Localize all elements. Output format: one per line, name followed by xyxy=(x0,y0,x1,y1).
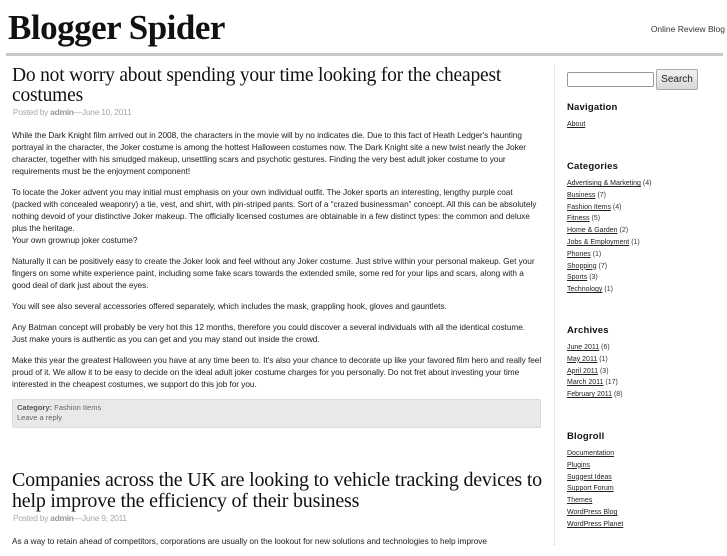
post-paragraph: Naturally it can be positively easy to create the Joker look and feel without any Joker costume. Just strive within your personal makeup. Get your fingers on some white experience paint, including some fake scars towards the extended smile, some red for your lips and scars, along with a good deal of dark just about the eyes. xyxy=(12,256,535,290)
widget-title: Blogroll xyxy=(567,431,605,442)
archive-link[interactable]: May 2011 xyxy=(567,355,598,363)
category-item xyxy=(567,249,651,261)
blogroll-item xyxy=(567,495,623,507)
post-paragraph: You will see also several accessories offered separately, which includes the mask, grappling hook, gloves and gauntlets. xyxy=(12,301,447,311)
category-link[interactable]: Fashion Items xyxy=(54,403,102,412)
category-count: (4) xyxy=(612,203,622,211)
archive-link[interactable]: April 2011 xyxy=(567,367,599,375)
category-link[interactable]: Shopping xyxy=(567,262,597,270)
archives-widget xyxy=(567,325,623,401)
post-date: June 10, 2011 xyxy=(81,107,132,117)
date-separator: — xyxy=(73,513,82,523)
blogroll-link[interactable]: Themes xyxy=(567,497,593,505)
site-title[interactable]: Blogger Spider xyxy=(8,8,225,47)
posted-by-label: Posted by xyxy=(13,513,49,523)
post-paragraph: Make this year the greatest Halloween you have at any time been to. It's also your chance to decorate up like your favored film hero and really feel proud of it. We allow it to be easy to decide on the ideal adult joker costume charges for you personally. Do not fret about investing your time interested in the cheapest costumes, we support do this job for you. xyxy=(12,355,542,389)
blogroll-item xyxy=(567,460,623,472)
post-author: admin xyxy=(50,107,74,117)
category-item xyxy=(567,261,651,273)
archive-count: (6) xyxy=(601,344,610,351)
nav-link-about[interactable]: About xyxy=(567,121,586,128)
category-count: (7) xyxy=(597,191,606,199)
post xyxy=(12,470,542,556)
category-count: (5) xyxy=(591,215,601,223)
categories-widget xyxy=(567,161,651,296)
header-divider xyxy=(6,53,723,56)
archive-count: (1) xyxy=(599,355,608,363)
category-link[interactable]: Business xyxy=(567,191,596,199)
post-author: admin xyxy=(50,513,74,523)
category-count: (4) xyxy=(642,180,652,187)
category-item xyxy=(567,225,651,237)
date-separator: — xyxy=(73,107,82,117)
category-item xyxy=(567,237,651,249)
paragraph-text: Your own grownup joker costume? xyxy=(12,235,138,245)
category-count: (2) xyxy=(619,227,629,235)
post-paragraph xyxy=(12,186,542,246)
search-input[interactable] xyxy=(567,72,654,87)
blogroll-link[interactable]: Support Forum xyxy=(567,485,614,493)
site-tagline: Online Review Blog xyxy=(650,24,725,34)
leave-reply-link[interactable]: Leave a reply xyxy=(17,413,63,422)
post-paragraph: As a way to retain ahead of competitors, corporations are usually on the lookout for new solutions and technologies to help improve xyxy=(12,536,487,546)
blogroll-widget xyxy=(567,431,623,531)
blogroll-link[interactable]: Suggest Ideas xyxy=(567,473,612,481)
category-link[interactable]: Fashion Items xyxy=(567,203,611,211)
post-footer xyxy=(12,399,541,428)
category-count: (1) xyxy=(631,238,640,246)
blogroll-item xyxy=(567,519,623,531)
archive-link[interactable]: March 2011 xyxy=(567,379,604,387)
widget-title: Categories xyxy=(567,161,619,172)
archive-count: (8) xyxy=(613,391,623,399)
post-paragraph: While the Dark Knight film arrived out in 2008, the characters in the movie will by no indicates die. Due to this fact of Heath Ledger's haunting portrayal in the character, the Joker costume is among the hottest Halloween costumes now. The Dark Knight site a new twist nearly the Joker character, together with his smudged makeup, unsettling scars and psychotic gestures. Finding the very best adult joker costume to your requirements must be the enjoyment component! xyxy=(12,130,526,176)
category-count: (1) xyxy=(604,286,613,294)
category-link[interactable]: Fitness xyxy=(567,215,590,223)
category-link[interactable]: Advertising & Marketing xyxy=(567,180,641,187)
post-date: June 9, 2011 xyxy=(81,513,127,523)
category-item xyxy=(567,202,651,214)
archive-item xyxy=(567,377,623,389)
blogroll-link[interactable]: Documentation xyxy=(567,450,615,457)
category-item xyxy=(567,272,651,284)
category-count: (7) xyxy=(598,262,608,270)
widget-title: Navigation xyxy=(567,102,618,113)
posted-by-label: Posted by xyxy=(13,107,49,117)
post-meta xyxy=(13,107,542,117)
archive-count: (17) xyxy=(605,379,618,387)
post-body xyxy=(12,535,542,547)
post-paragraph: Any Batman concept will probably be very hot this 12 months, therefore you could discover a several individuals with all the identical costume. Just make yours is authentic as you can get and you may stand out inside the crowd. xyxy=(12,322,526,344)
post xyxy=(12,66,542,428)
paragraph-text: To locate the Joker advent you may initial must emphasis on your own individual outfit. The Joker sports an interesting, lengthy purple coat (packed with concealed weaponry) a tie, vest, and shirt, with pin-striped pants. Sort of a “crazed businessman” concept. All this can be absolutely nothing devoid of your distinctive Joker makeup. The officially licensed costumes are obtainable in a few distinct types: the common and deluxe plus the heritage. xyxy=(12,187,537,233)
category-count: (1) xyxy=(592,250,602,258)
blogroll-link[interactable]: WordPress Blog xyxy=(567,508,618,516)
archive-count: (3) xyxy=(599,367,609,375)
category-count: (3) xyxy=(589,274,598,282)
search-form xyxy=(567,69,698,90)
post-title[interactable]: Companies across the UK are looking to vehicle tracking devices to help improve the efficiency of their business xyxy=(12,469,542,512)
category-item xyxy=(567,284,651,296)
category-label: Category: xyxy=(17,403,53,412)
archive-item xyxy=(567,389,623,401)
main-content xyxy=(12,66,542,428)
archive-item xyxy=(567,342,623,354)
nav-item xyxy=(567,119,618,131)
navigation-widget xyxy=(567,102,618,131)
archive-link[interactable]: June 2011 xyxy=(567,344,600,351)
post-body xyxy=(12,129,542,390)
blogroll-item xyxy=(567,507,623,519)
search-button[interactable]: Search xyxy=(656,69,698,90)
widget-title: Archives xyxy=(567,325,609,336)
archive-item xyxy=(567,366,623,378)
category-link[interactable]: Sports xyxy=(567,274,588,282)
post-meta xyxy=(13,513,542,523)
category-item xyxy=(567,178,651,190)
archive-item xyxy=(567,354,623,366)
blogroll-item xyxy=(567,472,623,484)
category-link[interactable]: Technology xyxy=(567,286,603,294)
post-category xyxy=(17,403,534,413)
blogroll-link[interactable]: WordPress Planet xyxy=(567,520,624,528)
blogroll-item xyxy=(567,448,623,460)
blogroll-item xyxy=(567,483,623,495)
category-item xyxy=(567,190,651,202)
blogroll-link[interactable]: Plugins xyxy=(567,461,590,469)
category-link[interactable]: Home & Garden xyxy=(567,227,618,235)
category-link[interactable]: Phones xyxy=(567,250,591,258)
post-title[interactable]: Do not worry about spending your time looking for the cheapest costumes xyxy=(12,65,502,106)
sidebar xyxy=(554,64,725,545)
category-item xyxy=(567,213,651,225)
category-link[interactable]: Jobs & Employment xyxy=(567,238,630,246)
archive-link[interactable]: February 2011 xyxy=(567,391,613,399)
